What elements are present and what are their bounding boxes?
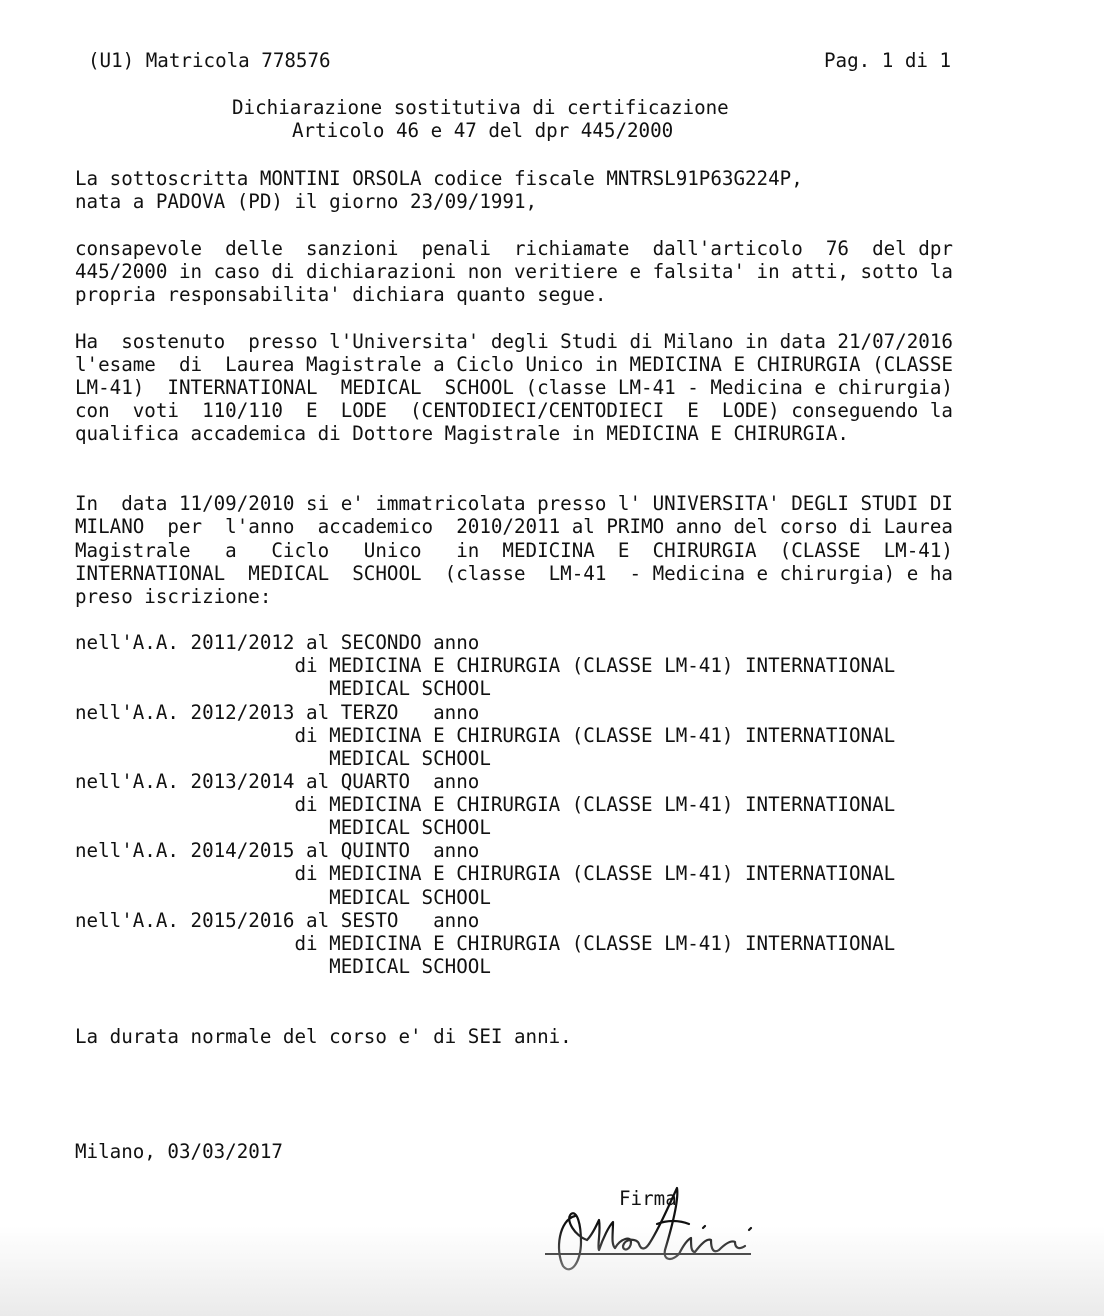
document-title: Dichiarazione sostitutiva di certificazione [232, 96, 729, 119]
esame-line: Ha sostenuto presso l'Universita' degli Studi di Milano in data 21/07/2016 [75, 330, 953, 353]
firma-label: Firma [619, 1187, 677, 1210]
iscrizione-course: MEDICAL SCHOOL [75, 747, 491, 770]
iscrizione-year: nell'A.A. 2011/2012 al SECONDO anno [75, 631, 480, 654]
esame-line: LM-41) INTERNATIONAL MEDICAL SCHOOL (classe LM-41 - Medicina e chirurgia) [75, 376, 953, 399]
consapevole-line: 445/2000 in caso di dichiarazioni non veritiere e falsita' in atti, sotto la [75, 260, 953, 283]
iscrizione-course: di MEDICINA E CHIRURGIA (CLASSE LM-41) INTERNATIONAL [75, 793, 896, 816]
immatricolazione-line: INTERNATIONAL MEDICAL SCHOOL (classe LM-41 - Medicina e chirurgia) e ha [75, 562, 953, 585]
scan-shadow [0, 1226, 1104, 1316]
iscrizione-course: di MEDICINA E CHIRURGIA (CLASSE LM-41) INTERNATIONAL [75, 654, 896, 677]
intro-line: La sottoscritta MONTINI ORSOLA codice fiscale MNTRSL91P63G224P, [75, 167, 803, 190]
iscrizione-year: nell'A.A. 2012/2013 al TERZO anno [75, 701, 480, 724]
iscrizione-year: nell'A.A. 2014/2015 al QUINTO anno [75, 839, 480, 862]
iscrizione-course: MEDICAL SCHOOL [75, 886, 491, 909]
immatricolazione-line: MILANO per l'anno accademico 2010/2011 al PRIMO anno del corso di Laurea [75, 515, 953, 538]
immatricolazione-line: Magistrale a Ciclo Unico in MEDICINA E CHIRURGIA (CLASSE LM-41) [75, 539, 953, 562]
esame-line: l'esame di Laurea Magistrale a Ciclo Unico in MEDICINA E CHIRURGIA (CLASSE [75, 353, 953, 376]
immatricolazione-line: preso iscrizione: [75, 585, 272, 608]
durata-statement: La durata normale del corso e' di SEI anni. [75, 1025, 572, 1048]
page-number: Pag. 1 di 1 [824, 49, 952, 72]
iscrizione-course: di MEDICINA E CHIRURGIA (CLASSE LM-41) INTERNATIONAL [75, 862, 896, 885]
matricola-header: (U1) Matricola 778576 [88, 49, 331, 72]
iscrizione-course: MEDICAL SCHOOL [75, 677, 491, 700]
iscrizione-year: nell'A.A. 2015/2016 al SESTO anno [75, 909, 480, 932]
consapevole-line: propria responsabilita' dichiara quanto segue. [75, 283, 607, 306]
immatricolazione-line: In data 11/09/2010 si e' immatricolata presso l' UNIVERSITA' DEGLI STUDI DI [75, 492, 953, 515]
esame-line: qualifica accademica di Dottore Magistrale in MEDICINA E CHIRURGIA. [75, 422, 849, 445]
iscrizione-course: di MEDICINA E CHIRURGIA (CLASSE LM-41) INTERNATIONAL [75, 932, 896, 955]
iscrizione-course: di MEDICINA E CHIRURGIA (CLASSE LM-41) INTERNATIONAL [75, 724, 896, 747]
place-date: Milano, 03/03/2017 [75, 1140, 283, 1163]
document-subtitle: Articolo 46 e 47 del dpr 445/2000 [292, 119, 674, 142]
consapevole-line: consapevole delle sanzioni penali richiamate dall'articolo 76 del dpr [75, 237, 953, 260]
iscrizione-course: MEDICAL SCHOOL [75, 816, 491, 839]
iscrizione-year: nell'A.A. 2013/2014 al QUARTO anno [75, 770, 480, 793]
esame-line: con voti 110/110 E LODE (CENTODIECI/CENTODIECI E LODE) conseguendo la [75, 399, 953, 422]
iscrizione-course: MEDICAL SCHOOL [75, 955, 491, 978]
intro-line: nata a PADOVA (PD) il giorno 23/09/1991, [75, 190, 538, 213]
